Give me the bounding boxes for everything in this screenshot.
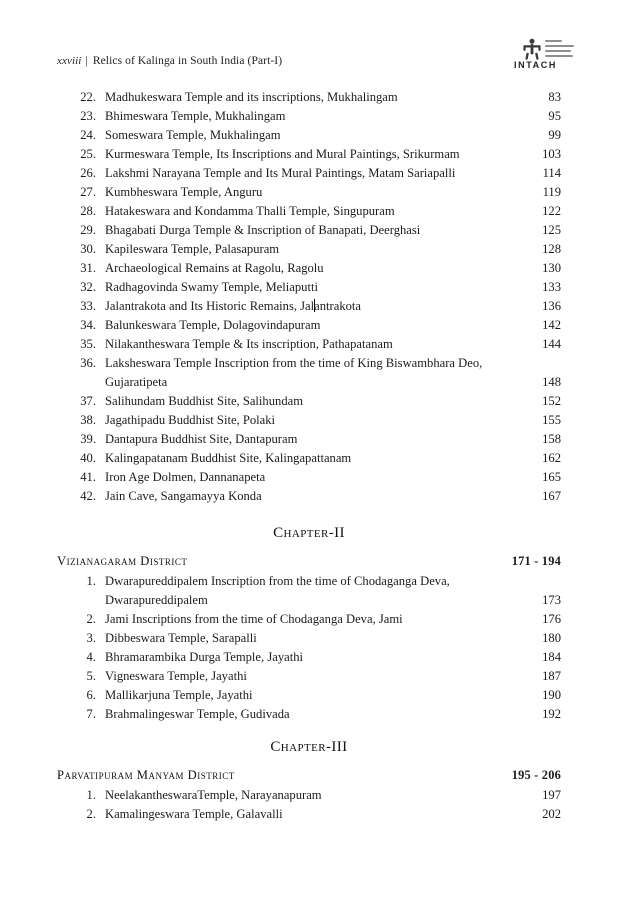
chapter-heading-three: Chapter-III — [270, 739, 348, 755]
toc-entry-title: Kalingapatanam Buddhist Site, Kalingapattanam — [105, 451, 352, 465]
toc-entry[interactable] — [57, 487, 561, 506]
toc-entry-number: 3. — [86, 631, 96, 645]
toc-entry-page: 192 — [542, 707, 561, 721]
toc-entry-number: 1. — [86, 574, 96, 588]
toc-entry-page: 83 — [548, 90, 561, 104]
toc-entry-number: 38. — [80, 413, 96, 427]
toc-entry-title: Hatakeswara and Kondamma Thalli Temple, Singupuram — [105, 204, 395, 218]
toc-entry-title-line1: Laksheswara Temple Inscription from the time of King Biswambhara Deo, — [105, 356, 483, 370]
toc-entry-page: 155 — [542, 413, 561, 427]
toc-entry[interactable] — [57, 145, 561, 164]
toc-entry-title: Kurmeswara Temple, Its Inscriptions and Mural Paintings, Srikurmam — [105, 147, 460, 161]
district-name: Parvatipuram Manyam District — [57, 768, 235, 782]
toc-entry-page: 130 — [542, 261, 561, 275]
toc-entry[interactable] — [57, 392, 561, 411]
toc-entry-title: Balunkeswara Temple, Dolagovindapuram — [105, 318, 321, 332]
toc-entry-title: Jami Inscriptions from the time of Chodaganga Deva, Jami — [105, 612, 403, 626]
toc-entry-number: 37. — [80, 394, 96, 408]
toc-entry-title — [105, 297, 515, 316]
toc-entry-title: Bhimeswara Temple, Mukhalingam — [105, 109, 286, 123]
toc-entry-page: 122 — [542, 204, 561, 218]
toc-entry-page: 136 — [542, 299, 561, 313]
toc-entry-number: 25. — [80, 147, 96, 161]
running-head-separator: | — [85, 55, 88, 67]
intach-tagline-lines — [545, 40, 575, 57]
chapter-heading-two: Chapter-II — [273, 525, 345, 541]
toc-entry-number: 31. — [80, 261, 96, 275]
toc-entry-title: Brahmalingeswar Temple, Gudivada — [105, 707, 290, 721]
toc-entry-title: Radhagovinda Swamy Temple, Meliaputti — [105, 280, 318, 294]
toc-entry[interactable] — [57, 259, 561, 278]
toc-entry[interactable] — [57, 164, 561, 183]
toc-entry-page: 190 — [542, 688, 561, 702]
toc-entry-title: Iron Age Dolmen, Dannanapeta — [105, 470, 266, 484]
toc-entry-number: 28. — [80, 204, 96, 218]
toc-group-chapter-three — [57, 786, 561, 824]
toc-entry[interactable] — [57, 449, 561, 468]
toc-entry-title: Kumbheswara Temple, Anguru — [105, 185, 263, 199]
toc-entry-number: 4. — [86, 650, 96, 664]
toc-entry-page: 202 — [542, 807, 561, 821]
toc-entry-number: 23. — [80, 109, 96, 123]
toc-entry-number: 5. — [86, 669, 96, 683]
toc-entry[interactable] — [57, 629, 561, 648]
toc-entry-page: 176 — [542, 612, 561, 626]
toc-entry-title-after-caret: antrakota — [314, 299, 362, 313]
toc-entry[interactable] — [57, 126, 561, 145]
toc-entry-number: 30. — [80, 242, 96, 256]
toc-entry[interactable] — [57, 411, 561, 430]
toc-entry[interactable] — [57, 468, 561, 487]
running-head — [57, 55, 497, 67]
toc-entry[interactable] — [57, 316, 561, 335]
toc-entry-title: Kamalingeswara Temple, Galavalli — [105, 807, 283, 821]
toc-entry-number: 27. — [80, 185, 96, 199]
toc-entry[interactable] — [57, 786, 561, 805]
toc-entry-number: 40. — [80, 451, 96, 465]
toc-entry-page: 142 — [542, 318, 561, 332]
toc-entry-title: Someswara Temple, Mukhalingam — [105, 128, 281, 142]
toc-entry-title: Dibbeswara Temple, Sarapalli — [105, 631, 257, 645]
toc-entry-page: 119 — [542, 185, 561, 199]
toc-entry-number: 36. — [80, 356, 96, 370]
toc-entry-title: Dantapura Buddhist Site, Dantapuram — [105, 432, 298, 446]
toc-entry-title-line1: Dwarapureddipalem Inscription from the time of Chodaganga Deva, — [105, 574, 450, 588]
toc-entry[interactable] — [57, 240, 561, 259]
toc-entry-page: 187 — [542, 669, 561, 683]
toc-entry-page: 128 — [542, 242, 561, 256]
toc-entry-title-line2: Gujaratipeta — [105, 375, 168, 389]
district-heading-row-three — [57, 766, 561, 785]
toc-entry-number: 24. — [80, 128, 96, 142]
toc-entry-number: 2. — [86, 612, 96, 626]
toc-entry-number: 42. — [80, 489, 96, 503]
toc-entry[interactable] — [57, 202, 561, 221]
district-name: Vizianagaram District — [57, 554, 188, 568]
toc-entry[interactable] — [57, 572, 561, 610]
toc-entry-page: 114 — [542, 166, 561, 180]
toc-entry-number: 32. — [80, 280, 96, 294]
toc-entry[interactable] — [57, 705, 561, 724]
toc-entry-number: 1. — [86, 788, 96, 802]
toc-entry-page: 158 — [542, 432, 561, 446]
toc-entry-page: 152 — [542, 394, 561, 408]
toc-entry-active[interactable] — [57, 297, 561, 316]
toc-entry[interactable] — [57, 648, 561, 667]
toc-entry[interactable] — [57, 686, 561, 705]
toc-entry[interactable] — [57, 221, 561, 240]
toc-entry-page: 148 — [542, 375, 561, 389]
toc-entry[interactable] — [57, 805, 561, 824]
toc-entry-number: 29. — [80, 223, 96, 237]
toc-entry-title: Jagathipadu Buddhist Site, Polaki — [105, 413, 276, 427]
toc-entry[interactable] — [57, 667, 561, 686]
folio-number: xxviii — [57, 55, 82, 67]
district-page-range: 195 - 206 — [511, 768, 561, 782]
toc-entry-title: Bhramarambika Durga Temple, Jayathi — [105, 650, 303, 664]
toc-entry-title: Salihundam Buddhist Site, Salihundam — [105, 394, 304, 408]
toc-entry-title: Lakshmi Narayana Temple and Its Mural Paintings, Matam Sariapalli — [105, 166, 456, 180]
toc-entry-number: 33. — [80, 299, 96, 313]
toc-entry-page: 184 — [542, 650, 561, 664]
toc-entry[interactable] — [57, 278, 561, 297]
intach-logo — [514, 38, 576, 74]
toc-entry-number: 35. — [80, 337, 96, 351]
toc-entry-page: 95 — [548, 109, 561, 123]
toc-entry-number: 6. — [86, 688, 96, 702]
toc-entry-number: 22. — [80, 90, 96, 104]
toc-entry-page: 99 — [548, 128, 561, 142]
toc-group-chapter-one-continued — [57, 88, 561, 506]
toc-entry-number: 7. — [86, 707, 96, 721]
toc-entry[interactable] — [57, 107, 561, 126]
toc-entry[interactable] — [57, 183, 561, 202]
toc-entry-title: Bhagabati Durga Temple & Inscription of Banapati, Deerghasi — [105, 223, 421, 237]
toc-entry-page: 173 — [542, 593, 561, 607]
toc-entry-page: 144 — [542, 337, 561, 351]
toc-entry[interactable] — [57, 354, 561, 392]
toc-group-chapter-two — [57, 572, 561, 724]
toc-entry-page: 133 — [542, 280, 561, 294]
toc-entry-title-line2: Dwarapureddipalem — [105, 593, 208, 607]
district-page-range: 171 - 194 — [511, 554, 561, 568]
toc-entry-number: 39. — [80, 432, 96, 446]
toc-entry-page: 167 — [542, 489, 561, 503]
district-heading-row-two — [57, 552, 561, 571]
toc-entry-page: 103 — [542, 147, 561, 161]
toc-entry-number: 2. — [86, 807, 96, 821]
toc-entry[interactable] — [57, 610, 561, 629]
table-of-contents — [57, 88, 561, 824]
toc-entry-title: Nilakantheswara Temple & Its inscription, Pathapatanam — [105, 337, 393, 351]
toc-entry-number: 26. — [80, 166, 96, 180]
book-title: Relics of Kalinga in South India (Part-I) — [92, 55, 283, 67]
toc-entry-page: 162 — [542, 451, 561, 465]
toc-entry-title: Kapileswara Temple, Palasapuram — [105, 242, 280, 256]
toc-entry-page: 125 — [542, 223, 561, 237]
toc-entry-number: 41. — [80, 470, 96, 484]
toc-entry[interactable] — [57, 430, 561, 449]
toc-entry[interactable] — [57, 335, 561, 354]
toc-entry-page: 165 — [542, 470, 561, 484]
toc-entry-title — [105, 572, 515, 610]
toc-entry-title: NeelakantheswaraTemple, Narayanapuram — [105, 788, 322, 802]
toc-entry-title — [105, 354, 515, 392]
toc-entry-page: 180 — [542, 631, 561, 645]
toc-entry-title-before-caret: Jalantrakota and Its Historic Remains, Jal — [105, 299, 315, 313]
toc-entry-title: Vigneswara Temple, Jayathi — [105, 669, 247, 683]
toc-entry-title: Madhukeswara Temple and its inscriptions, Mukhalingam — [105, 90, 398, 104]
intach-wordmark: INTACH — [514, 60, 557, 70]
intach-figure-icon — [522, 38, 542, 60]
toc-entry-title: Jain Cave, Sangamayya Konda — [105, 489, 262, 503]
toc-entry-title: Mallikarjuna Temple, Jayathi — [105, 688, 253, 702]
toc-entry-page: 197 — [542, 788, 561, 802]
toc-entry-title: Archaeological Remains at Ragolu, Ragolu — [105, 261, 324, 275]
toc-entry-number: 34. — [80, 318, 96, 332]
toc-entry[interactable] — [57, 88, 561, 107]
